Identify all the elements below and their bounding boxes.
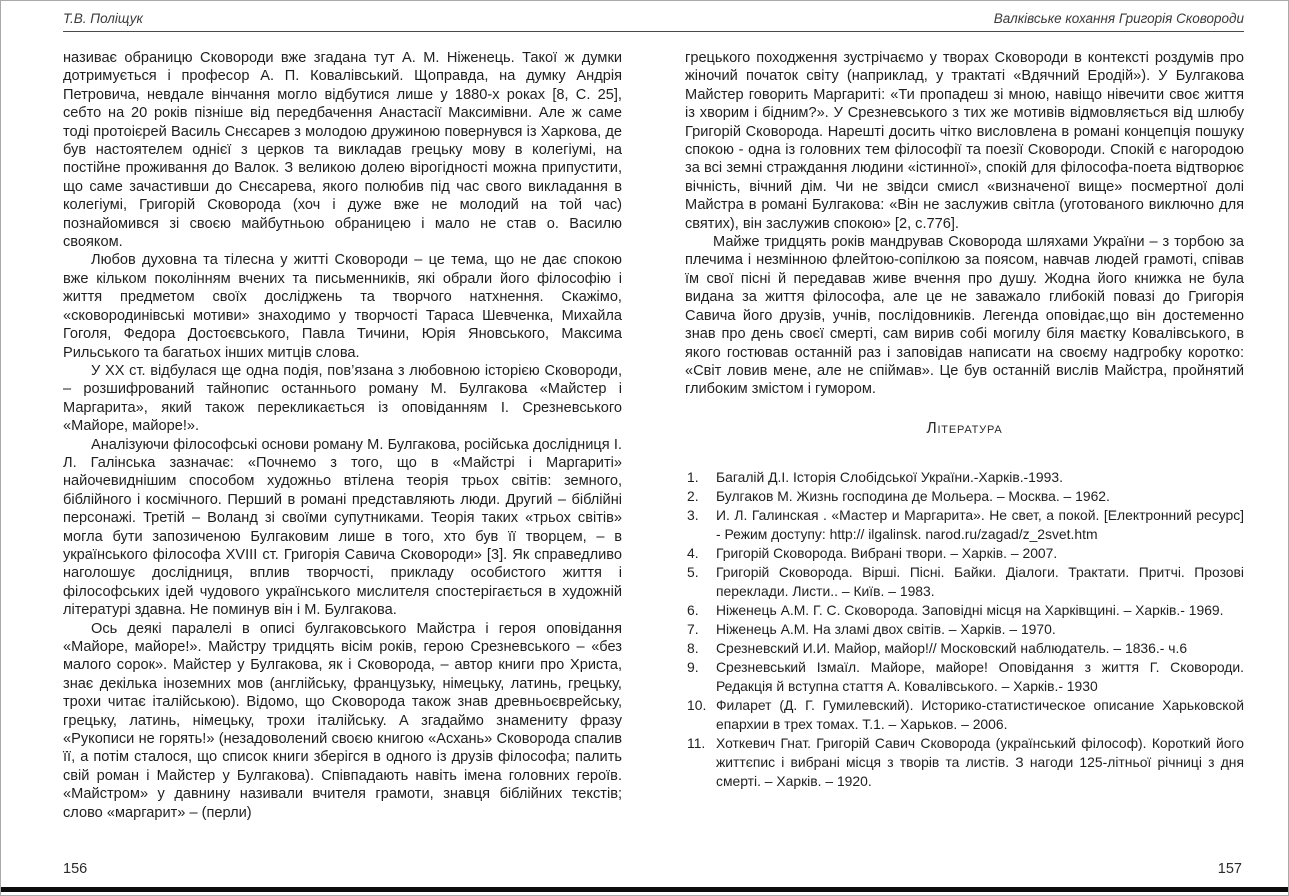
- body-paragraph: Майже тридцять років мандрував Сковорода шляхами України – з торбою за плечима і незмінною флейтою-сопілкою за поясом, навчав людей грамоті, співав їм свої пісні й передавав живе вчення про душу. Жодна його книжка не була видана за життя філософа, але це не заважало глибокій повазі до Григорія Савича його друзів, учнів, послідовників. Легенда оповідає,що він достеменно знав про день своєї смерті, сам вирив собі могилу біля маєтку Ковалівського, в якого гостював останній раз і заповідав написати на своєму надгробку коротко: «Світ ловив мене, але не спіймав». Це був останній вислів Майстра, пройнятий глибоким змістом і гумором.: [685, 234, 1244, 398]
- literature-item: Булгаков М. Жизнь господина де Мольера. – Москва. – 1962.: [716, 488, 1110, 505]
- literature-item: Срезневский И.И. Майор, майор!// Московский наблюдатель. – 1836.- ч.6: [716, 640, 1188, 657]
- bottom-scan-rule: [1, 887, 1288, 892]
- article-title: Валківське кохання Григорія Сковороди: [993, 11, 1244, 26]
- body-paragraph: Любов духовна та тілесна у житті Сковороди – це тема, що не дає спокою вже кільком поколінням вчених та письменників, які обрали його філософію і життя предметом своїх досліджень та творчого натхнення. Скажімо, «сковородинівські мотиви» знаходимо у творчості Тараса Шевченка, Михайла Гоголя, Федора Достоєвського, Павла Тичини, Юрія Яновського, Максима Рильського та багатьох інших митців слова.: [63, 252, 622, 361]
- literature-item: Ніженець А.М. На зламі двох світів. – Харків. – 1970.: [716, 621, 1056, 638]
- body-paragraph: грецького походження зустрічаємо у творах Сковороди в контексті роздумів про жіночий початок світу (наприклад, у трактаті «Вдячний Еродій»). У Булгакова Майстер говорить Маргариті: «Ти пропадеш зі мною, навіщо нівечити своє життя із хворим і бідним?». У Срезневського з тих же мотивів відмовляється від шлюбу Григорій Сковорода. Нарешті досить чітко висловлена в романі концепція пошуку спокою - одна із головних тем філософії та поезії Сковороди. Спокій є нагородою за всі земні страждання людини «істинної», спокій для філософа-поета відтворює вічність, вічний дім. Чи не звідси смисл «визначеної вище» посмертної долі Майстра в романі Булгакова: «Він не заслужив світла (уготованого виключно для святих), він заслужив спокою» [2, с.776].: [685, 50, 1244, 232]
- literature-heading: Література: [926, 419, 1003, 437]
- literature-item: Григорій Сковорода. Вибрані твори. – Харків. – 2007.: [716, 545, 1058, 562]
- left-page: [63, 49, 622, 822]
- author-name: Т.В. Поліщук: [63, 11, 143, 26]
- page-number-right: 157: [1217, 861, 1242, 877]
- page-number-left: 156: [63, 861, 88, 877]
- literature-item: Ніженець А.М. Г. С. Сковорода. Заповідні місця на Харківщині. – Харків.- 1969.: [716, 602, 1224, 619]
- literature-item: Филарет (Д. Г. Гумилевский). Историко-статистическое описание Харьковской епархии в трех томах. Т.1. – Харьков. – 2006.: [716, 697, 1244, 733]
- literature-item: Хоткевич Гнат. Григорій Савич Сковорода (український філософ). Короткий його життєпис і вибрані місця з творів та листів. З нагоди 125-літньої річниці з дня смерті. – Харків. – 1920.: [716, 735, 1244, 790]
- header-rule: [63, 31, 1244, 32]
- literature-item: Григорій Сковорода. Вірші. Пісні. Байки. Діалоги. Трактати. Притчі. Прозові переклади. Листи.. – Київ. – 1983.: [716, 564, 1244, 600]
- literature-item: Срезневський Ізмаїл. Майоре, майоре! Оповідання з життя Г. Сковороди. Редакція й вступна стаття А. Ковалівського. – Харків.- 1930: [716, 659, 1244, 695]
- literature-list: [685, 468, 1244, 791]
- body-paragraph: Ось деякі паралелі в описі булгаковського Майстра і героя оповідання «Майоре, майоре!». Майстру тридцять вісім років, герою Срезневського – «без малого сорок». Майстер у Булгакова, як і Сковорода, – автор книги про Христа, знає декілька іноземних мов (англійську, французьку, німецьку, латинь, грецьку, трохи читає італійською). Відомо, що Сковорода також знав древньоєврейську, грецьку, латинь, німецьку, трохи італійську. А згадаймо знамениту фразу «Рукописи не горять!» (незадоволений своєю книгою «Асхань» Сковорода спалив її, а потім сталося, що список книги зберігся в одного із друзів філософа; палить свій роман і Майстер у Булгакова). Співпадають навіть імена головних героїв. «Майстром» у давнину називали вчителя грамоти, знавця біблійних текстів; слово «маргарит» – (перли): [63, 620, 622, 821]
- literature-item: И. Л. Галинская . «Мастер и Маргарита». Не свет, а покой. [Електронний ресурс] - Режим доступу: http:// ilgalinsk. narod.ru/zagad/z_2svet.htm: [716, 507, 1244, 543]
- body-paragraph: Аналізуючи філософські основи роману М. Булгакова, російська дослідниця І. Л. Галінська зазначає: «Почнемо з того, що в «Майстрі і Маргариті» найочевиднішим способом художньо втілена теорія трьох світів: земного, біблійного і космічного. Перший в романі представляють люди. Другий – біблійні персонажі. Третій – Воланд зі своїми супутниками. Теорія таких «трьох світів» могла бути запозиченою Булгаковим лише в того, хто був її творцем, – в українського філософа XVIII ст. Григорія Савича Сковороди» [3]. Як справедливо наголошує дослідниця, вплив творчості, прикладу особистого життя і філософських ідей чудового українського мислителя спостерігається в художній літературі здавна. Не поминув він і М. Булгакова.: [63, 436, 622, 619]
- body-paragraph: У ХХ ст. відбулася ще одна подія, пов’язана з любовною історією Сковороди, – розшифрований тайнопис останнього роману М. Булгакова «Майстер і Маргарита», який також перекликається із оповіданням І. Срезневського «Майоре, майоре!».: [63, 362, 622, 435]
- body-paragraph: називає обраницю Сковороди вже згадана тут А. М. Ніженець. Такої ж думки дотримується і професор А. П. Ковалівський. Щоправда, на думку Андрія Петровича, невдале вінчання могло відбутися лише у 1880-х роках [8, С. 25], себто на 20 років пізніше від передбачення Анастасії Максимівни. Але ж саме тоді протоієрей Василь Снєсарев з молодою дружиною повернувся із Харкова, де був настоятелем однієї з церков та викладав грецьку мову в колегіумі, на постійне проживання до Валок. З великою долею вірогідності можна припустити, що саме зачастивши до Снєсарева, якого полюбив під час свого викладання в колегіумі, Григорій Сковорода (хоч і дуже вже не молодий на той час) познайомився зі своєю майбутньою обраницею і мало не став о. Василю свояком.: [63, 50, 622, 251]
- literature-item: Багалій Д.І. Історія Слобідської України.-Харків.-1993.: [716, 469, 1063, 486]
- right-page: [685, 49, 1244, 822]
- running-header: [63, 1, 1244, 27]
- page-spread: [63, 49, 1244, 822]
